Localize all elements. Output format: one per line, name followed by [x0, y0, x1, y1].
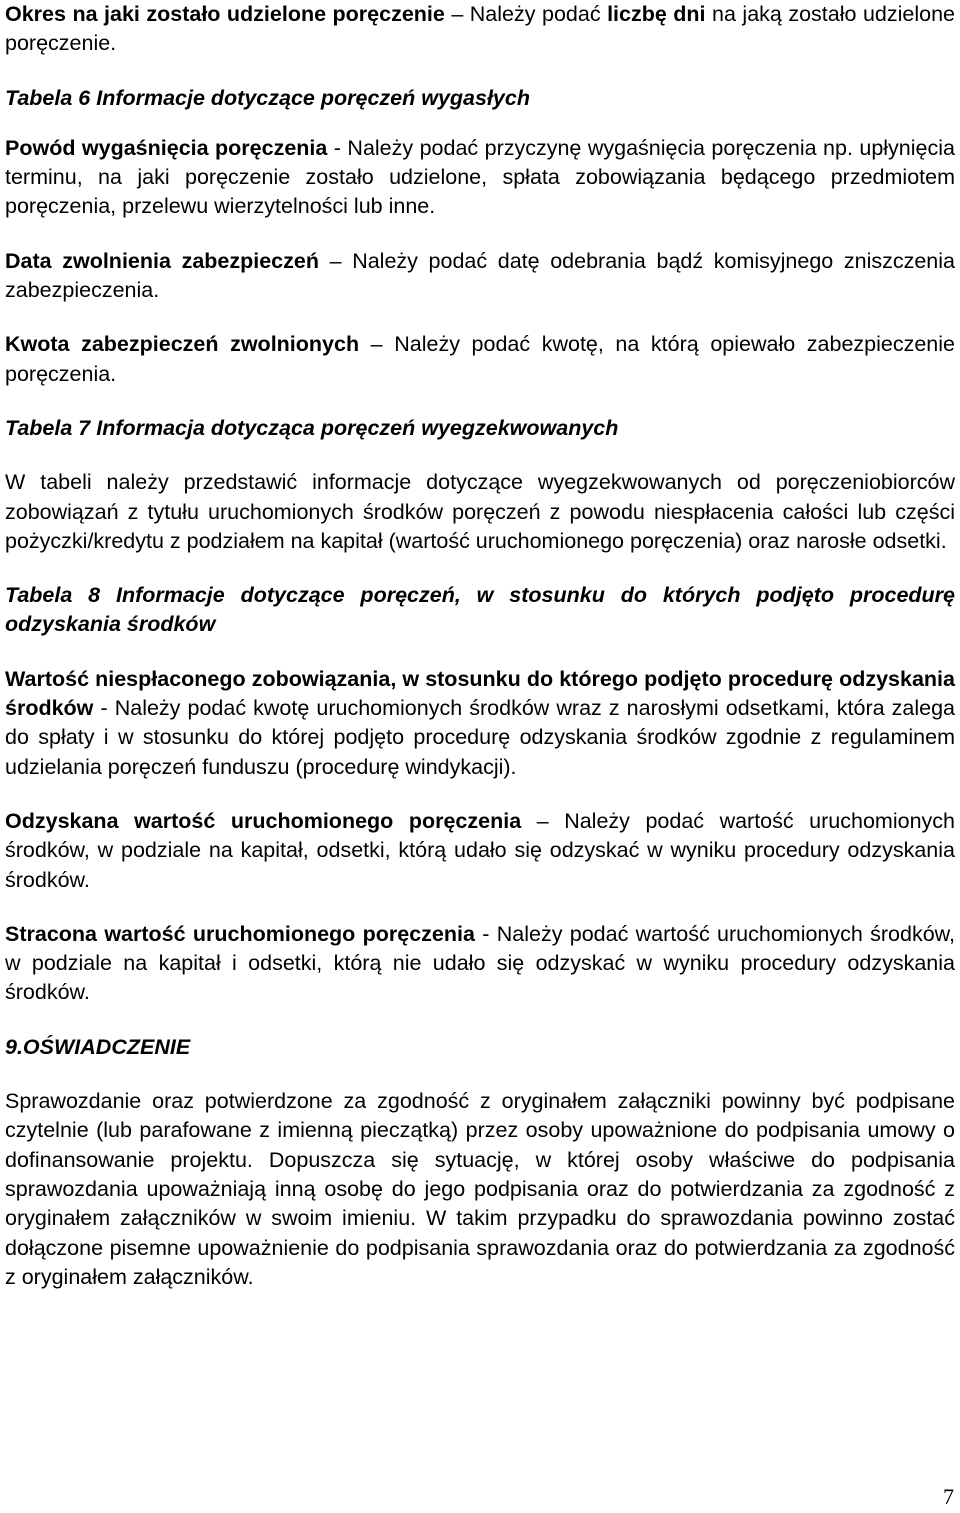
- paragraph-data-zwolnienia: [5, 247, 955, 306]
- paragraph-kwota: [5, 330, 955, 389]
- paragraph-oswiadczenie: Sprawozdanie oraz potwierdzone za zgodność z oryginałem załączniki powinny być podpisane czytelnie (lub parafowane z imienną pieczątką) przez osoby upoważnione do podpisania umowy o dofinansowanie projektu. Dopuszcza się sytuację, w której osoby właściwe do podpisania sprawozdania upoważniają inną osobę do jego podpisania oraz do potwierdzania za zgodność z oryginałem załączników w swoim imieniu. W takim przypadku do sprawozdania powinno zostać dołączone pisemne upoważnienie do podpisania sprawozdania oraz do potwierdzania za zgodność z oryginałem załączników.: [5, 1089, 955, 1289]
- term-wartosc-niesplaconego: Wartość niespłaconego zobowiązania, w stosunku do którego podjęto procedurę odzyskania środków: [5, 666, 955, 721]
- text-powod: - Należy podać przyczynę wygaśnięcia poręczenia np. upłynięcia terminu, na jaki poręczenie zostało udzielone, spłata zobowiązania będącego przedmiotem poręczenia, przelewu wierzytelności lub inne.: [5, 135, 955, 219]
- paragraph-wartosc-niesplaconego: [5, 665, 955, 782]
- text-okres-dash: – Należy podać: [444, 2, 608, 26]
- text-stracona: - Należy podać wartość uruchomionych środków, w podziale na kapitał i odsetki, którą nie udało się odzyskać w wyniku procedury odzyskania środków.: [5, 921, 955, 1005]
- table-7-heading: Tabela 7 Informacja dotycząca poręczeń wyegzekwowanych: [5, 415, 619, 440]
- table-6-heading: Tabela 6 Informacje dotyczące poręczeń wygasłych: [5, 85, 530, 110]
- text-data-zwolnienia: – Należy podać datę odebrania bądź komisyjnego zniszczenia zabezpieczenia.: [5, 248, 955, 303]
- document-page: [5, 0, 955, 1292]
- text-wartosc-niesplaconego: - Należy podać kwotę uruchomionych środków wraz z narosłymi odsetkami, która zalega do spłaty i w stosunku do której podjęto procedurę odzyskania środków zgodnie z regulaminem udzielania poręczeń funduszu (procedurę windykacji).: [5, 696, 955, 779]
- paragraph-stracona: [5, 920, 955, 1008]
- term-powod: Powód wygaśnięcia poręczenia: [5, 135, 328, 160]
- page-number: 7: [943, 1484, 954, 1509]
- term-stracona: Stracona wartość uruchomionego poręczenia: [5, 921, 475, 946]
- text-kwota: – Należy podać kwotę, na którą opiewało zabezpieczenie poręczenia.: [5, 332, 955, 386]
- term-odzyskana: Odzyskana wartość uruchomionego poręczenia: [5, 808, 522, 833]
- paragraph-powod: [5, 134, 955, 222]
- table-8-heading: Tabela 8 Informacje dotyczące poręczeń, w stosunku do których podjęto procedurę odzyskania środków: [5, 583, 955, 637]
- paragraph-tabela-7: W tabeli należy przedstawić informacje dotyczące wyegzekwowanych od poręczeniobiorców zobowiązań z tytułu uruchomionych środków poręczeń z powodu niespłacenia całości lub części pożyczki/kredytu z podziałem na kapitał (wartość uruchomionego poręczenia) oraz narosłe odsetki.: [5, 470, 955, 553]
- term-liczba-dni: liczbę dni: [607, 2, 706, 26]
- paragraph-okres: [5, 0, 955, 59]
- paragraph-odzyskana: [5, 807, 955, 895]
- text-okres: na jaką zostało udzielone poręczenie.: [5, 2, 955, 56]
- text-odzyskana: – Należy podać wartość uruchomionych środków, w podziale na kapitał, odsetki, którą udało się odzyskać w wyniku procedury odzyskania środków.: [5, 808, 955, 892]
- term-data-zwolnienia: Data zwolnienia zabezpieczeń: [5, 248, 319, 273]
- term-kwota: Kwota zabezpieczeń zwolnionych: [5, 332, 360, 357]
- term-okres: Okres na jaki zostało udzielone poręczenie: [5, 2, 445, 26]
- section-9-title: 9.OŚWIADCZENIE: [5, 1034, 191, 1059]
